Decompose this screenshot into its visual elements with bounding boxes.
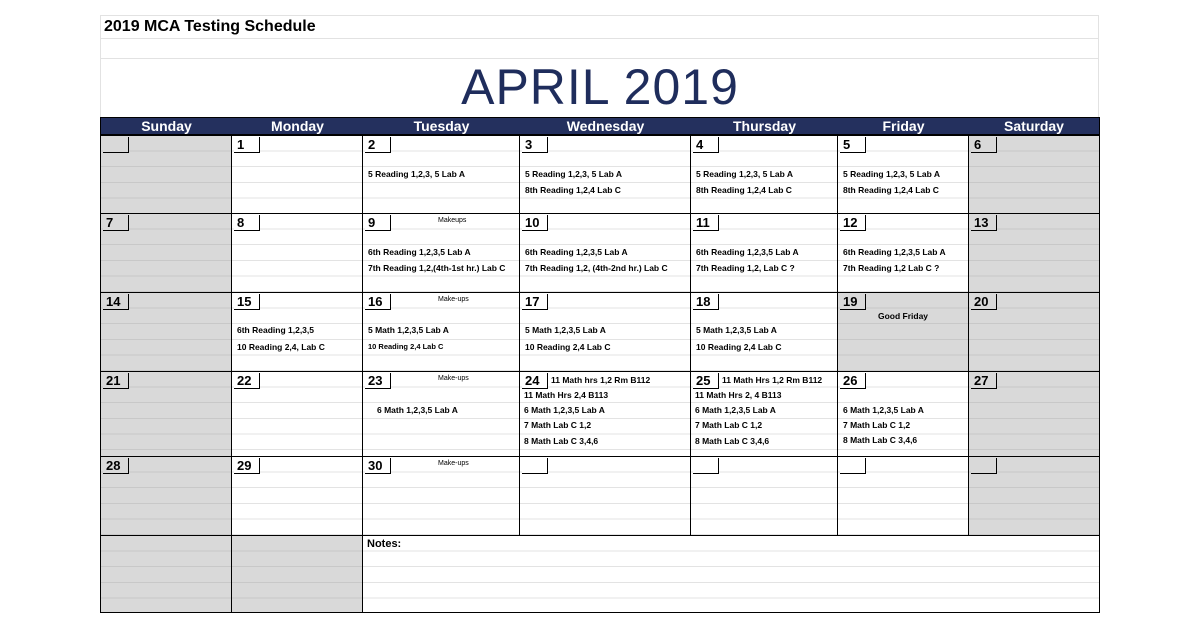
schedule-entry: 6 Math 1,2,3,5 Lab A (377, 405, 458, 415)
day-number: 10 (522, 215, 548, 231)
schedule-entry: 8th Reading 1,2,4 Lab C (525, 185, 621, 195)
schedule-entry: 8th Reading 1,2,4 Lab C (843, 185, 939, 195)
day-cell-7[interactable] (101, 214, 232, 293)
day-number: 15 (234, 294, 260, 310)
day-number: 20 (971, 294, 997, 310)
cell-header-entry: 11 Math hrs 1,2 Rm B112 (551, 375, 651, 385)
day-number: 3 (522, 137, 548, 153)
day-number: 6 (971, 137, 997, 153)
day-thursday: Thursday (732, 118, 796, 134)
day-cell-28[interactable] (101, 457, 232, 536)
month-title: APRIL 2019 (461, 59, 739, 115)
schedule-entry: 8 Math Lab C 3,4,6 (524, 435, 599, 446)
schedule-entry: 11 Math Hrs 2, 4 B113 (695, 390, 782, 400)
schedule-entry: 7th Reading 1,2, Lab C ? (696, 263, 795, 273)
day-cell-29[interactable] (232, 457, 363, 536)
day-cell-2[interactable] (363, 136, 520, 214)
day-sunday: Sunday (141, 118, 192, 134)
weekday-header (100, 117, 1100, 135)
day-cell-11[interactable] (691, 214, 838, 293)
schedule-entry: 6 Math 1,2,3,5 Lab A (695, 405, 776, 416)
notes-sunday-cell (101, 536, 232, 612)
schedule-entry: 8th Reading 1,2,4 Lab C (696, 185, 792, 195)
schedule-entry: 7th Reading 1,2,(4th-1st hr.) Lab C (368, 263, 506, 273)
day-number: 26 (840, 373, 866, 389)
day-cell-25[interactable] (691, 372, 838, 457)
day-cell-8[interactable] (232, 214, 363, 293)
schedule-entry: 6th Reading 1,2,3,5 Lab A (525, 247, 628, 257)
day-number: 11 (693, 215, 719, 231)
schedule-entry: 10 Reading 2,4, Lab C (237, 342, 325, 352)
day-number: 17 (522, 294, 548, 310)
day-cell-17[interactable] (520, 293, 691, 372)
day-number: 14 (103, 294, 129, 310)
notes-area[interactable] (363, 536, 1099, 612)
day-cell-12[interactable] (838, 214, 969, 293)
day-cell-3[interactable] (520, 136, 691, 214)
day-cell-24[interactable] (520, 372, 691, 457)
day-tuesday: Tuesday (413, 118, 470, 134)
schedule-entry: 11 Math Hrs 2,4 B113 (524, 390, 609, 400)
day-number: 21 (103, 373, 129, 389)
schedule-entry: 10 Reading 2,4 Lab C (368, 342, 444, 351)
day-number: 13 (971, 215, 997, 231)
day-number (840, 458, 866, 474)
document-title: 2019 MCA Testing Schedule (104, 18, 316, 35)
day-number: 23 (365, 373, 391, 389)
day-wednesday: Wednesday (566, 118, 645, 134)
schedule-entry: 10 Reading 2,4 Lab C (696, 342, 782, 352)
day-cell-13[interactable] (969, 214, 1099, 293)
schedule-entry: 6 Math 1,2,3,5 Lab A (524, 405, 605, 416)
day-cell-4[interactable] (691, 136, 838, 214)
day-cell-empty-w5-friday[interactable] (838, 457, 969, 536)
day-cell-20[interactable] (969, 293, 1099, 372)
day-number: 28 (103, 458, 129, 474)
makeup-tag: Make-ups (438, 375, 469, 382)
day-friday: Friday (882, 118, 925, 134)
day-cell-empty-w5-thursday[interactable] (691, 457, 838, 536)
schedule-entry: 6th Reading 1,2,3,5 Lab A (368, 247, 471, 257)
schedule-entry: 7th Reading 1,2 Lab C ? (843, 263, 940, 273)
cell-header-entry: 11 Math Hrs 1,2 Rm B112 (722, 375, 823, 385)
schedule-entry: 10 Reading 2,4 Lab C (525, 342, 611, 352)
day-number: 12 (840, 215, 866, 231)
day-saturday: Saturday (1004, 118, 1064, 134)
day-cell-15[interactable] (232, 293, 363, 372)
schedule-entry: 8 Math Lab C 3,4,6 (843, 435, 918, 446)
day-cell-6[interactable] (969, 136, 1099, 214)
day-number: 18 (693, 294, 719, 310)
day-number (971, 458, 997, 474)
schedule-entry: 6 Math 1,2,3,5 Lab A (843, 405, 924, 415)
day-number: 25 (693, 373, 719, 389)
day-cell-23[interactable] (363, 372, 520, 457)
makeup-tag: Make-ups (438, 296, 469, 303)
schedule-entry: 6th Reading 1,2,3,5 Lab A (843, 247, 946, 257)
day-number (693, 458, 719, 474)
day-cell-16[interactable] (363, 293, 520, 372)
makeup-tag: Make-ups (438, 460, 469, 467)
holiday-label: Good Friday (877, 311, 929, 321)
schedule-entry: 5 Reading 1,2,3, 5 Lab A (696, 169, 793, 179)
schedule-entry: 5 Reading 1,2,3, 5 Lab A (368, 169, 465, 179)
day-number: 9 (365, 215, 391, 231)
day-number: 27 (971, 373, 997, 389)
schedule-entry: 7 Math Lab C 1,2 (524, 420, 592, 431)
day-number: 16 (365, 294, 391, 310)
schedule-entry: 7th Reading 1,2, (4th-2nd hr.) Lab C (525, 263, 668, 273)
day-number: 1 (234, 137, 260, 153)
day-number (103, 137, 129, 153)
day-number: 7 (103, 215, 129, 231)
day-cell-1[interactable] (232, 136, 363, 214)
makeup-tag: Makeups (438, 217, 467, 224)
day-monday: Monday (271, 118, 324, 134)
schedule-entry: 5 Math 1,2,3,5 Lab A (525, 325, 606, 335)
schedule-entry: 5 Math 1,2,3,5 Lab A (696, 325, 777, 335)
calendar-grid (100, 135, 1100, 613)
schedule-entry: 6th Reading 1,2,3,5 (237, 325, 314, 335)
notes-label: Notes: (367, 538, 402, 550)
day-cell-9[interactable] (363, 214, 520, 293)
day-cell-10[interactable] (520, 214, 691, 293)
schedule-entry: 6th Reading 1,2,3,5 Lab A (696, 247, 799, 257)
day-number: 8 (234, 215, 260, 231)
day-cell-empty-w1-sunday[interactable] (101, 136, 232, 214)
day-number: 29 (234, 458, 260, 474)
schedule-entry: 5 Reading 1,2,3, 5 Lab A (525, 169, 622, 179)
day-number: 22 (234, 373, 260, 389)
schedule-entry: 7 Math Lab C 1,2 (843, 420, 911, 431)
day-number (522, 458, 548, 474)
day-cell-empty-w5-wednesday[interactable] (520, 457, 691, 536)
day-cell-27[interactable] (969, 372, 1099, 457)
day-cell-21[interactable] (101, 372, 232, 457)
day-number: 30 (365, 458, 391, 474)
day-number: 24 (522, 373, 548, 389)
schedule-entry: 5 Reading 1,2,3, 5 Lab A (843, 169, 940, 179)
day-number: 19 (840, 294, 866, 310)
day-cell-30[interactable] (363, 457, 520, 536)
notes-monday-cell (232, 536, 363, 612)
schedule-entry: 7 Math Lab C 1,2 (695, 420, 763, 431)
day-number: 5 (840, 137, 866, 153)
day-cell-26[interactable] (838, 372, 969, 457)
day-cell-18[interactable] (691, 293, 838, 372)
day-cell-14[interactable] (101, 293, 232, 372)
day-cell-5[interactable] (838, 136, 969, 214)
schedule-entry: 8 Math Lab C 3,4,6 (695, 435, 770, 446)
day-cell-19[interactable] (838, 293, 969, 372)
day-cell-22[interactable] (232, 372, 363, 457)
day-number: 2 (365, 137, 391, 153)
day-number: 4 (693, 137, 719, 153)
day-cell-empty-w5-saturday[interactable] (969, 457, 1099, 536)
schedule-entry: 5 Math 1,2,3,5 Lab A (368, 325, 449, 335)
